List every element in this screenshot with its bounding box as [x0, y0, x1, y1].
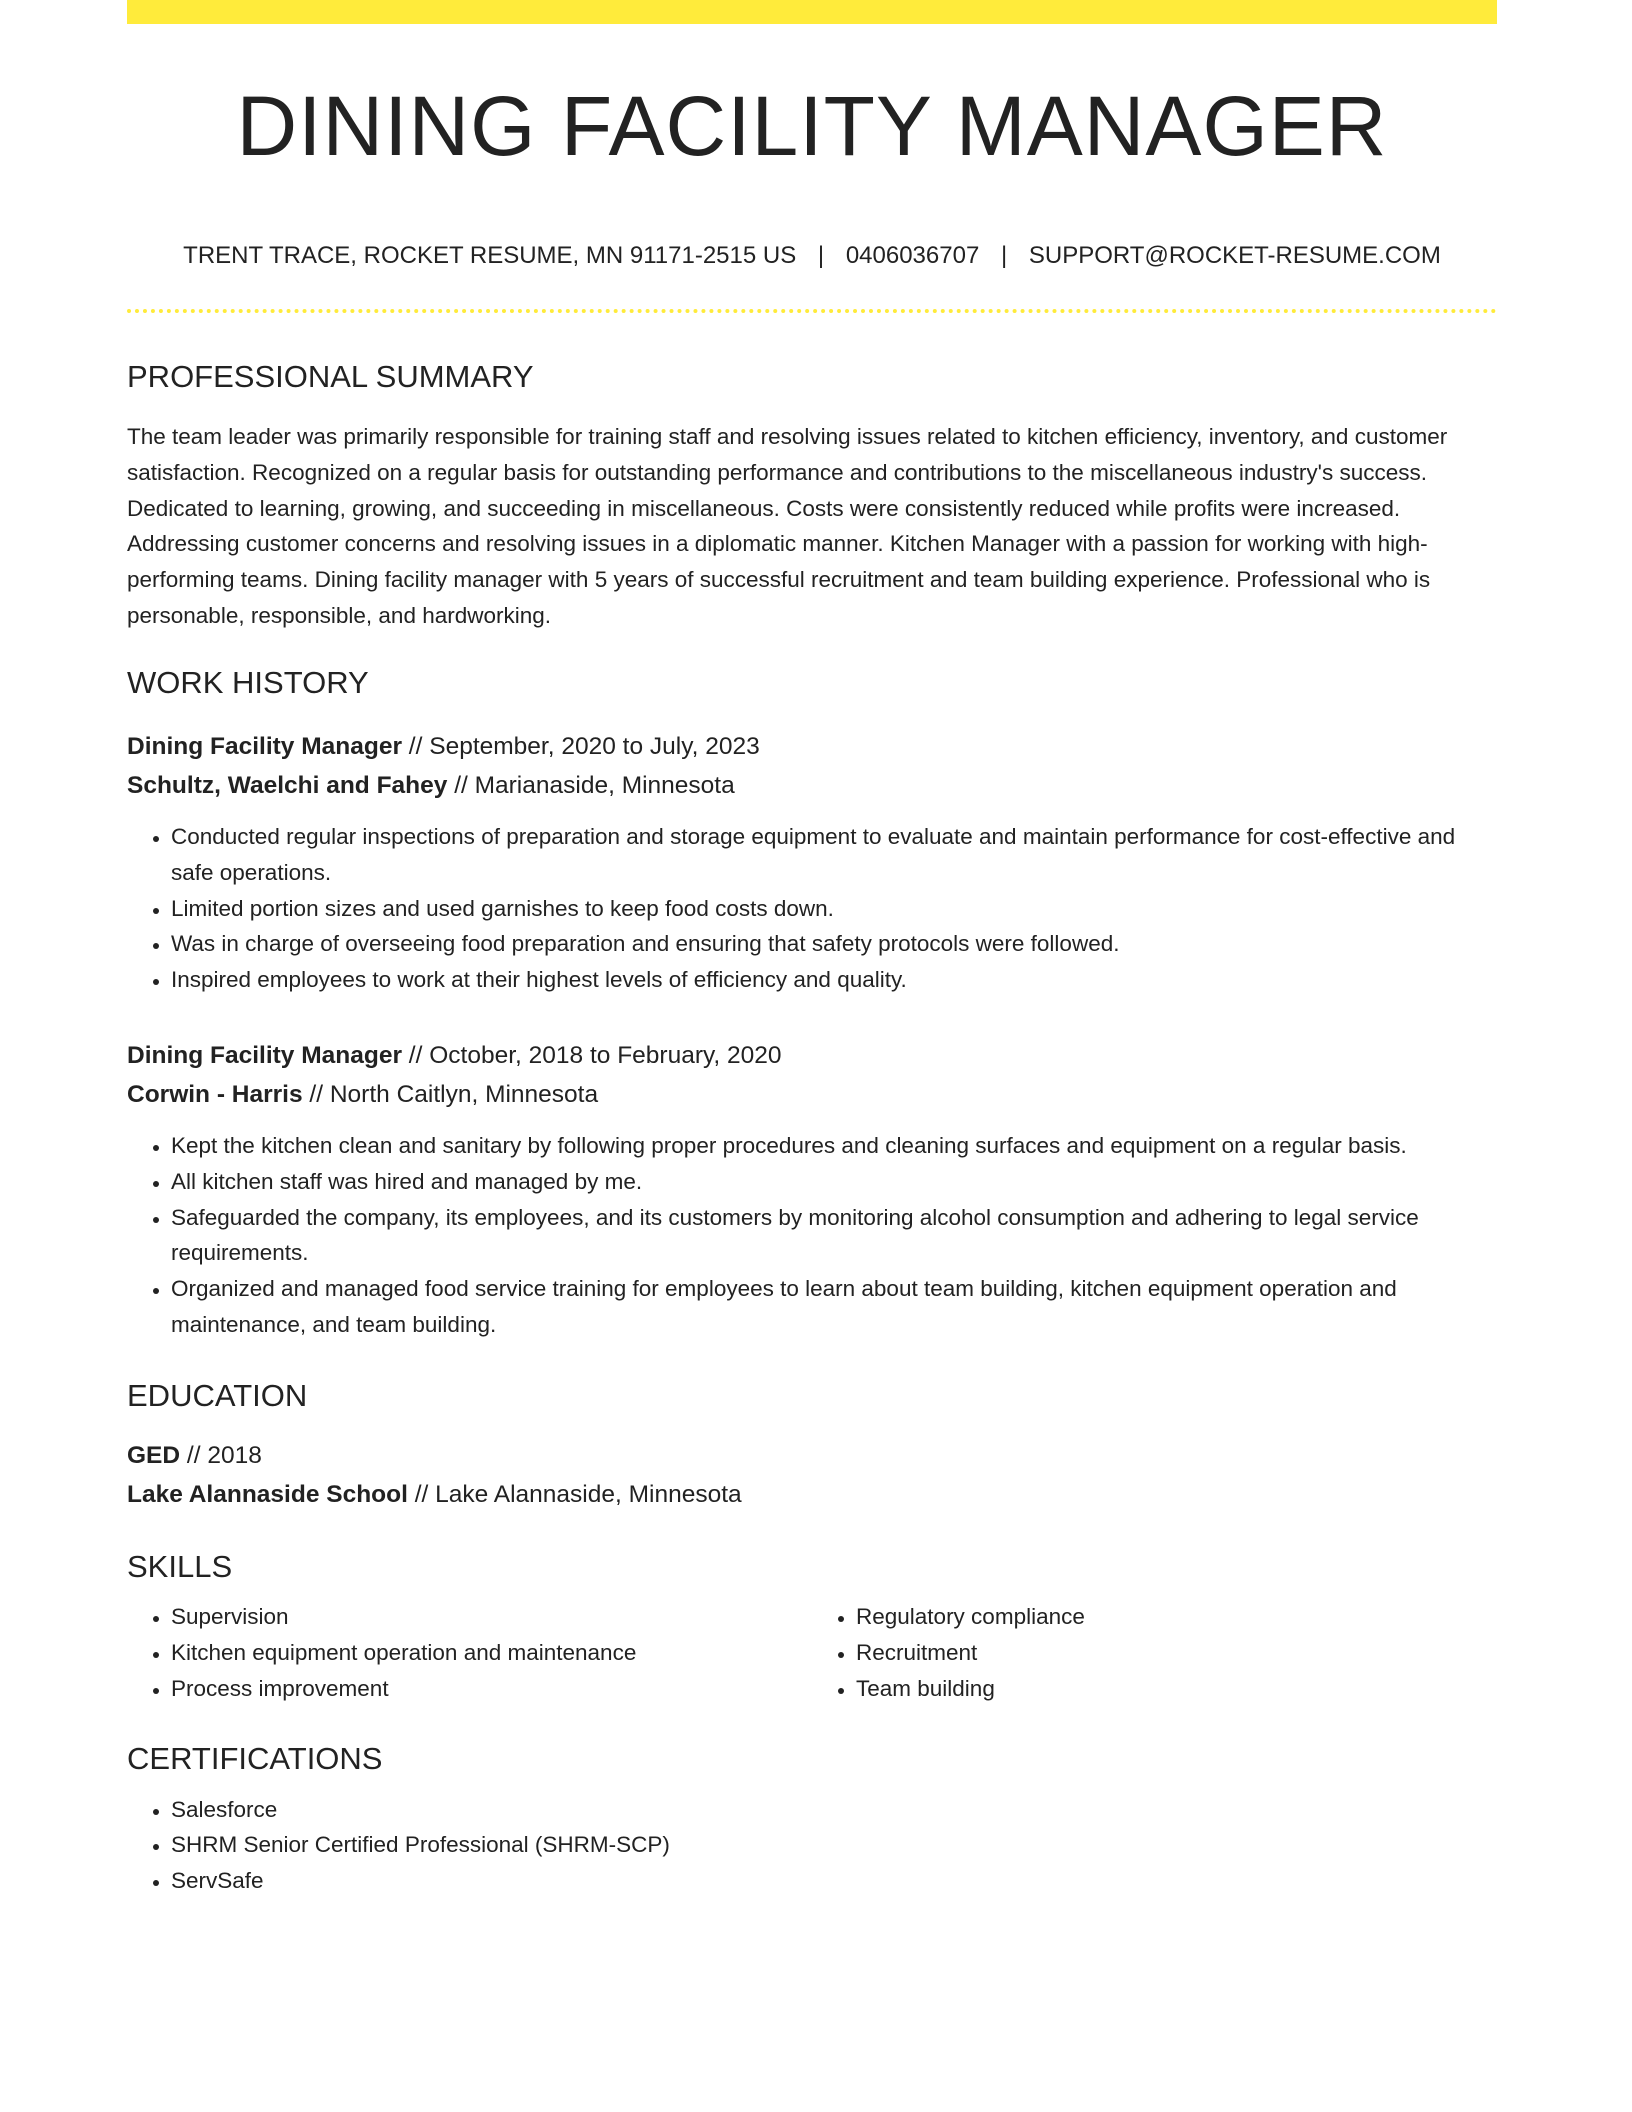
- job-bullets: [127, 1128, 1497, 1343]
- list-item: • All kitchen staff was hired and managed by me.: [171, 1164, 1497, 1200]
- section-heading-summary: PROFESSIONAL SUMMARY: [127, 358, 534, 394]
- job-title: Dining Facility Manager: [127, 732, 402, 760]
- list-item: • Was in charge of overseeing food preparation and ensuring that safety protocols were followed.: [171, 926, 1497, 962]
- section-heading-certifications: CERTIFICATIONS: [127, 1741, 383, 1777]
- skills-list-right: [812, 1599, 1497, 1706]
- job-title: Dining Facility Manager: [127, 1041, 402, 1069]
- job-entry: [127, 1036, 1497, 1343]
- education-school: Lake Alannaside School: [127, 1480, 408, 1508]
- resume-page: [127, 0, 1497, 1899]
- education-location: // Lake Alannaside, Minnesota: [407, 1480, 742, 1508]
- job-dates: // September, 2020 to July, 2023: [402, 732, 760, 760]
- list-item: • ServSafe: [171, 1863, 1497, 1899]
- education-year: // 2018: [180, 1441, 262, 1469]
- section-heading-work-history: WORK HISTORY: [127, 664, 369, 700]
- job-title-line: [127, 727, 1497, 766]
- education-degree: GED: [127, 1441, 181, 1469]
- contact-separator: |: [1000, 242, 1008, 269]
- certifications-list: [127, 1792, 1497, 1899]
- list-item: • Recruitment: [856, 1635, 1497, 1671]
- section-heading-skills: SKILLS: [127, 1548, 233, 1584]
- job-location: // Marianaside, Minnesota: [447, 771, 735, 799]
- contact-separator: |: [817, 242, 825, 269]
- job-company-line: [127, 766, 1497, 805]
- job-company: Corwin - Harris: [127, 1080, 303, 1108]
- list-item: • Salesforce: [171, 1792, 1497, 1828]
- job-entry: [127, 727, 1497, 998]
- list-item: • Team building: [856, 1671, 1497, 1707]
- education-school-line: [127, 1475, 1497, 1514]
- resume-title: DINING FACILITY MANAGER: [236, 79, 1388, 173]
- list-item: • Supervision: [171, 1599, 812, 1635]
- skills-columns: [127, 1599, 1497, 1706]
- list-item: • Kept the kitchen clean and sanitary by following proper procedures and cleaning surfaces and equipment on a regular basis.: [171, 1128, 1497, 1164]
- education-degree-line: [127, 1436, 1497, 1475]
- list-item: • Safeguarded the company, its employees, and its customers by monitoring alcohol consumption and adhering to legal service requirements.: [171, 1200, 1497, 1272]
- job-dates: // October, 2018 to February, 2020: [402, 1041, 782, 1069]
- list-item: • Kitchen equipment operation and maintenance: [171, 1635, 812, 1671]
- section-heading-education: EDUCATION: [127, 1377, 308, 1413]
- list-item: • Conducted regular inspections of preparation and storage equipment to evaluate and maintain performance for cost-effective and safe operations.: [171, 819, 1497, 891]
- list-item: • Process improvement: [171, 1671, 812, 1707]
- list-item: • SHRM Senior Certified Professional (SHRM-SCP): [171, 1827, 1497, 1863]
- contact-line: [127, 242, 1497, 271]
- job-title-line: [127, 1036, 1497, 1075]
- job-company-line: [127, 1075, 1497, 1114]
- list-item: • Regulatory compliance: [856, 1599, 1497, 1635]
- summary-text: The team leader was primarily responsible for training staff and resolving issues related to kitchen efficiency, inventory, and customer satisfaction. Recognized on a regular basis for outstanding performance and contributions to the miscellaneous industry's success. Dedicated to learning, growing, and succeeding in miscellaneous. Costs were consistently reduced while profits were increased. Addressing customer concerns and resolving issues in a diplomatic manner. Kitchen Manager with a passion for working with high-performing teams. Dining facility manager with 5 years of successful recruitment and team building experience. Professional who is personable, responsible, and hardworking.: [127, 423, 1448, 628]
- contact-phone: 0406036707: [845, 242, 980, 269]
- job-company: Schultz, Waelchi and Fahey: [127, 771, 448, 799]
- accent-top-bar: [127, 0, 1497, 24]
- contact-address: TRENT TRACE, ROCKET RESUME, MN 91171-2515 US: [183, 242, 797, 269]
- job-location: // North Caitlyn, Minnesota: [302, 1080, 599, 1108]
- contact-email: SUPPORT@ROCKET-RESUME.COM: [1028, 242, 1441, 269]
- dotted-divider: [127, 309, 1497, 313]
- list-item: • Inspired employees to work at their highest levels of efficiency and quality.: [171, 962, 1497, 998]
- skills-list-left: [127, 1599, 812, 1706]
- education-entry: [127, 1436, 1497, 1514]
- list-item: • Organized and managed food service training for employees to learn about team building, kitchen equipment operation and maintenance, and team building.: [171, 1271, 1497, 1343]
- job-bullets: [127, 819, 1497, 998]
- list-item: • Limited portion sizes and used garnishes to keep food costs down.: [171, 891, 1497, 927]
